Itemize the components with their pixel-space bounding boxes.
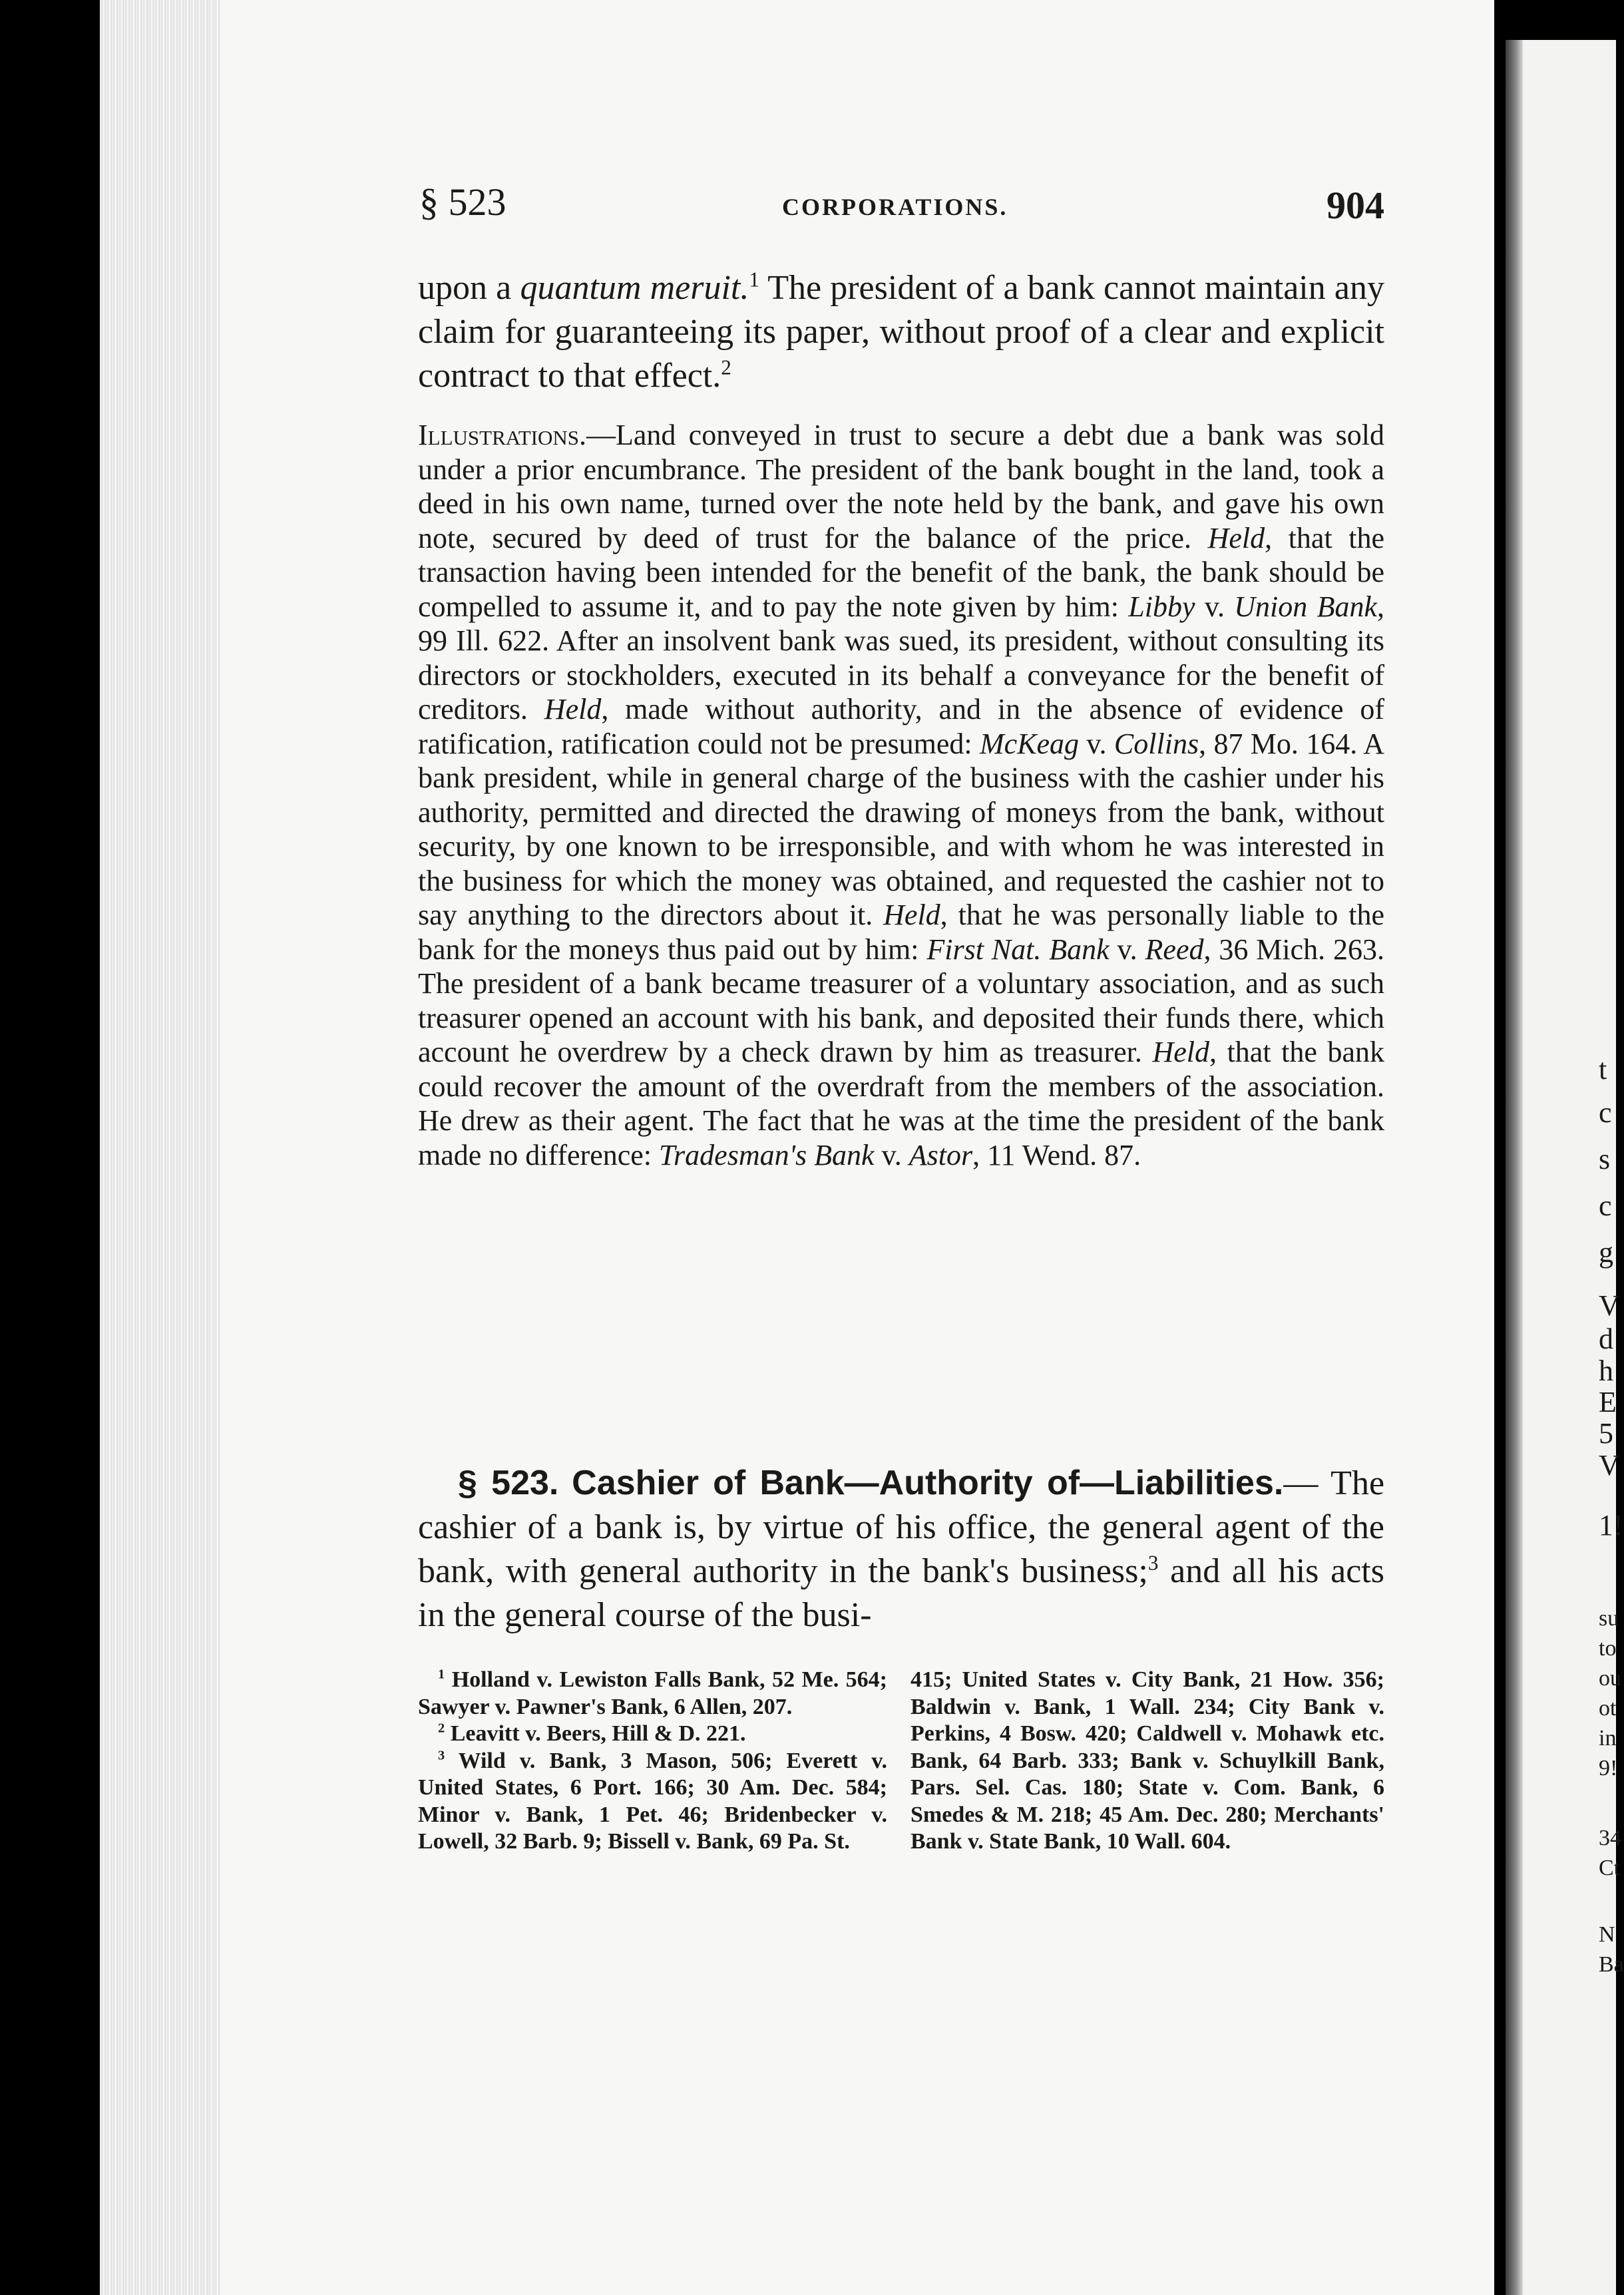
facing-fragment: g	[1599, 1236, 1613, 1269]
footnote-marker: 2	[438, 1721, 445, 1736]
case-name: Astor	[909, 1138, 973, 1171]
facing-fragment: Ct	[1599, 1856, 1621, 1880]
section-heading: Cashier of Bank—Authority of—Liabilities.	[572, 1464, 1284, 1502]
footnotes-right	[911, 1667, 1384, 1856]
citation: , 36 Mich. 263. The president of a bank became treasurer of a voluntary association, and as such treasurer opened an account with his bank, and deposited their funds there, which account he overdrew by a check drawn by him as treasurer.	[418, 933, 1384, 1068]
footnote-text: Wild v. Bank, 3 Mason, 506; Everett v. United States, 6 Port. 166; 30 Am. Dec. 584; Minor v. Bank, 1 Pet. 46; Bridenbecker v. Lowell, 32 Barb. 9; Bissell v. Bank, 69 Pa. St.	[418, 1748, 887, 1854]
intro-paragraph	[418, 266, 1384, 398]
versus: v.	[874, 1138, 909, 1171]
facing-fragment: d	[1599, 1323, 1613, 1355]
intro-text: upon a	[418, 269, 520, 307]
facing-fragment: E	[1599, 1386, 1617, 1418]
facing-fragment: in	[1599, 1726, 1617, 1751]
page-edges	[100, 0, 233, 2295]
facing-fragment: Ba	[1599, 1952, 1624, 1977]
case-name: Libby	[1128, 590, 1195, 623]
footnote-1	[418, 1667, 887, 1721]
footnote-text: Holland v. Lewiston Falls Bank, 52 Me. 564; Sawyer v. Pawner's Bank, 6 Allen, 207.	[418, 1667, 887, 1719]
facing-fragment: V	[1599, 1289, 1620, 1322]
facing-fragment: ot	[1599, 1696, 1617, 1721]
citation: , 87 Mo. 164. A bank president, while in general charge of the business with the cashier under his authority, permitted and directed the drawing of moneys from the bank, without security, by one known to be irresponsible, and with whom he was interested in the business for which the money was obtained, and requested the cashier not to say anything to the directors about it.	[418, 727, 1384, 931]
illustrations-paragraph	[418, 418, 1384, 1172]
running-header	[419, 180, 1384, 233]
footnote-ref: 3	[1147, 1551, 1159, 1575]
footnote-ref: 1	[749, 268, 759, 292]
held-italic: Held	[1207, 521, 1265, 554]
illustrations-label: Illustrations.	[418, 419, 586, 451]
case-name: Reed	[1145, 933, 1204, 966]
case-name: Tradesman's Bank	[659, 1138, 875, 1171]
facing-fragment: 34	[1599, 1826, 1621, 1850]
case-name: Union Bank	[1234, 590, 1377, 623]
section-number: § 523.	[458, 1464, 559, 1502]
illustration-text: , that he was personally liable to the bank for the moneys thus paid out by him:	[418, 899, 1384, 966]
footnote-ref: 2	[721, 355, 731, 379]
held-italic: Held	[883, 899, 940, 931]
illustration-text: , made without authority, and in the absence of evidence of ratification, ratification could not be presumed:	[418, 693, 1385, 760]
header-title: CORPORATIONS.	[782, 194, 1008, 220]
page-number: 904	[1326, 184, 1384, 227]
facing-page	[1506, 40, 1624, 2295]
facing-fragment: ou	[1599, 1666, 1621, 1691]
illustration-text: , that the bank could recover the amount of the overdraft from the members of the association. He drew as their agent. The fact that he was at the time the president of the bank made no difference:	[418, 1036, 1384, 1171]
facing-fragment: h	[1599, 1355, 1613, 1387]
case-name: Collins	[1114, 727, 1199, 760]
footnotes-left	[418, 1667, 887, 1856]
versus: v.	[1195, 590, 1235, 623]
header-section: § 523	[419, 180, 507, 224]
footnote-text: Leavitt v. Beers, Hill & D. 221.	[445, 1721, 746, 1746]
footnote-2	[418, 1721, 887, 1748]
facing-fragment: 5	[1599, 1417, 1613, 1450]
facing-fragment: to	[1599, 1636, 1617, 1661]
case-name: First Nat. Bank	[926, 933, 1110, 966]
facing-fragment: t	[1599, 1053, 1607, 1086]
section-text: — The cashier of a bank is, by virtue of his office, the general agent of the bank, with general authority in the bank's business;	[418, 1464, 1385, 1590]
held-italic: Held	[544, 693, 602, 726]
facing-fragment: c	[1599, 1096, 1612, 1129]
illustration-text: —Land conveyed in trust to secure a debt due a bank was sold under a prior encumbrance. The president of the bank bought in the land, took a deed in his own name, turned over the note held by the bank, and gave his own note, secured by deed of trust for the balance of the price.	[418, 419, 1384, 554]
facing-fragment: 1!	[1599, 1509, 1623, 1542]
citation: , 99 Ill. 622. After an insolvent bank was sued, its president, without consulting its directors or stockholders, executed in its behalf a conveyance for the benefit of creditors.	[418, 590, 1384, 726]
page-gutter	[1506, 40, 1523, 2295]
facing-fragment: N	[1599, 1922, 1615, 1947]
case-name: McKeag	[979, 727, 1080, 760]
footnote-marker: 3	[438, 1748, 445, 1763]
footnote-3-continued: 415; United States v. City Bank, 21 How. 356; Baldwin v. Bank, 1 Wall. 234; City Bank v. Perkins, 4 Bosw. 420; Caldwell v. Mohawk etc. Bank, 64 Barb. 333; Bank v. Schuylkill Bank, Pars. Sel. Cas. 180; State v. Com. Bank, 6 Smedes & M. 218; 45 Am. Dec. 280; Merchants' Bank v. State Bank, 10 Wall. 604.	[911, 1667, 1384, 1854]
intro-text: The president of a bank cannot maintain any claim for guaranteeing its paper, without proof of a clear and explicit contract to that effect.	[418, 269, 1385, 395]
facing-fragment: V	[1599, 1449, 1620, 1482]
footnote-marker: 1	[438, 1667, 445, 1682]
versus: v.	[1079, 727, 1114, 760]
facing-fragment: c	[1599, 1189, 1612, 1222]
facing-fragment: 9!	[1599, 1756, 1618, 1780]
citation: , 11 Wend. 87.	[972, 1138, 1141, 1171]
held-italic: Held	[1152, 1036, 1209, 1068]
intro-italic: quantum meruit.	[520, 269, 749, 307]
section-523	[418, 1461, 1384, 1637]
versus: v.	[1109, 933, 1145, 966]
illustration-text: , that the transaction having been intended for the benefit of the bank, the bank should be compelled to assume it, and to pay the note given by him:	[418, 521, 1385, 623]
facing-fragment: su	[1599, 1606, 1619, 1631]
facing-fragment: s	[1599, 1143, 1611, 1175]
footnote-3	[418, 1748, 887, 1856]
section-text: and all his acts in the general course of the busi-	[418, 1552, 1384, 1634]
